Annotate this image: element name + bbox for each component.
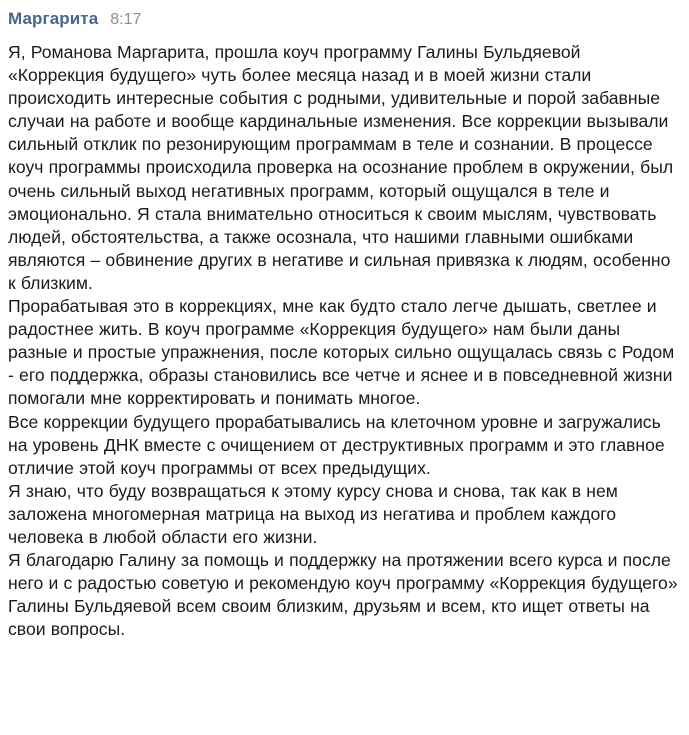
message-paragraph: Я, Романова Маргарита, прошла коуч программу Галины Бульдяевой «Коррекция будущего» чуть более месяца назад и в моей жизни стали происходить интересные события с родными, удивительные и порой забавные случаи на работе и вообще кардинальные изменения. Все коррекции вызывали сильный отклик по резонирующим программам в теле и сознании. В процессе коуч программы происходила проверка на осознание проблем в окружении, был очень сильный выход негативных программ, который ощущался в теле и эмоционально. Я стала внимательно относиться к своим мыслям, чувствовать людей, обстоятельства, а также осознала, что нашими главными ошибками являются – обвинение других в негативе и сильная привязка к людям, особенно к близким. [8, 42, 674, 293]
message-time: 8:17 [110, 11, 142, 28]
message-paragraph: Все коррекции будущего прорабатывались на клеточном уровне и загружались на уровень ДНК вместе с очищением от деструктивных программ и это главное отличие этой коуч программы от всех предыдущих. [8, 411, 665, 478]
message-header [8, 9, 681, 35]
message-body [8, 41, 681, 641]
message-paragraph: Я благодарю Галину за помощь и поддержку на протяжении всего курса и после него и с радостью советую и рекомендую коуч программу «Коррекция будущего» Галины Бульдяевой всем своим близким, друзьям и всем, кто ищет ответы на свои вопросы. [8, 550, 678, 640]
message-paragraph: Прорабатывая это в коррекциях, мне как будто стало легче дышать, светлее и радостнее жить. В коуч программе «Коррекция будущего» нам были даны разные и простые упражнения, после которых сильно ощущалась связь с Родом - его поддержка, образы становились все четче и яснее и в повседневной жизни помогали мне корректировать и понимать многое. [8, 296, 675, 409]
author-name[interactable]: Маргарита [8, 9, 99, 28]
message-paragraph: Я знаю, что буду возвращаться к этому курсу снова и снова, так как в нем заложена многомерная матрица на выход из негатива и проблем каждого человека в любой области его жизни. [8, 480, 618, 547]
